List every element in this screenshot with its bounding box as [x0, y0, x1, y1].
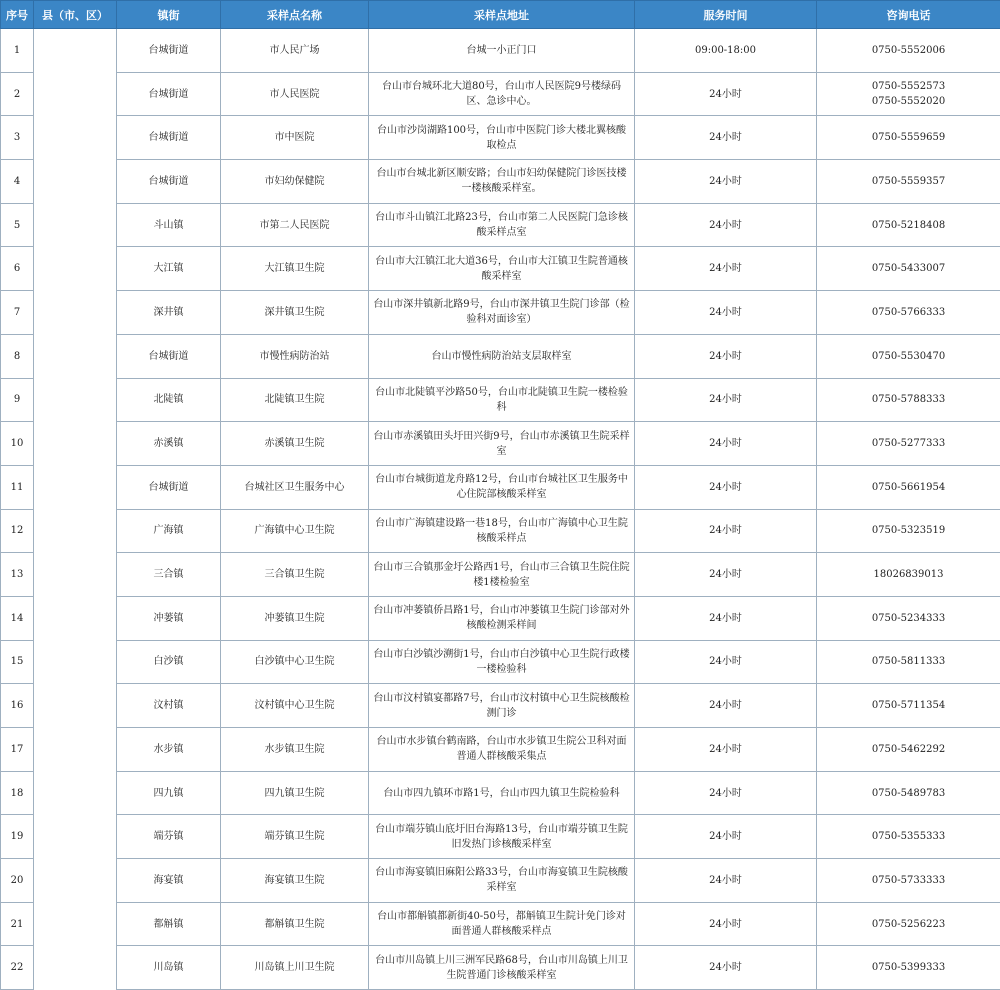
cell-site: 市中医院 — [221, 116, 369, 160]
cell-site: 水步镇卫生院 — [221, 728, 369, 772]
cell-address: 台山市水步镇台鹤南路，台山市水步镇卫生院公卫科对面普通人群核酸采集点 — [369, 728, 635, 772]
table-row — [1, 378, 1000, 422]
cell-hours: 24小时 — [635, 291, 817, 335]
cell-seq: 5 — [1, 203, 34, 247]
cell-seq: 18 — [1, 771, 34, 815]
cell-address: 台山市都斛镇都新街40-50号，都斛镇卫生院计免门诊对面普通人群核酸采样点 — [369, 902, 635, 946]
cell-hours: 24小时 — [635, 160, 817, 204]
header-site: 采样点名称 — [221, 1, 369, 29]
cell-site: 赤溪镇卫生院 — [221, 422, 369, 466]
cell-address: 台山市深井镇新北路9号，台山市深井镇卫生院门诊部（检验科对面诊室） — [369, 291, 635, 335]
cell-phone: 0750-5433007 — [817, 247, 1000, 291]
cell-town: 大江镇 — [117, 247, 221, 291]
cell-town: 海宴镇 — [117, 859, 221, 903]
cell-town: 北陡镇 — [117, 378, 221, 422]
cell-seq: 14 — [1, 596, 34, 640]
cell-phone: 0750-5462292 — [817, 728, 1000, 772]
cell-address: 台山市台城环北大道80号，台山市人民医院9号楼绿码区、急诊中心。 — [369, 72, 635, 116]
table-row — [1, 203, 1000, 247]
cell-phone: 0750-5530470 — [817, 334, 1000, 378]
cell-address: 台山市川岛镇上川三洲军民路68号，台山市川岛镇上川卫生院普通门诊核酸采样室 — [369, 946, 635, 990]
table-row — [1, 509, 1000, 553]
cell-site: 市第二人民医院 — [221, 203, 369, 247]
cell-address: 台山市台城街道龙舟路12号，台山市台城社区卫生服务中心住院部核酸采样室 — [369, 465, 635, 509]
cell-site: 市人民广场 — [221, 29, 369, 73]
cell-town: 台城街道 — [117, 465, 221, 509]
cell-hours: 24小时 — [635, 640, 817, 684]
cell-hours: 24小时 — [635, 553, 817, 597]
cell-seq: 6 — [1, 247, 34, 291]
cell-address: 台山市沙岗湖路100号，台山市中医院门诊大楼北翼核酸取检点 — [369, 116, 635, 160]
header-hours: 服务时间 — [635, 1, 817, 29]
cell-hours: 24小时 — [635, 422, 817, 466]
cell-site: 白沙镇中心卫生院 — [221, 640, 369, 684]
cell-site: 广海镇中心卫生院 — [221, 509, 369, 553]
table-row — [1, 29, 1000, 73]
table-row — [1, 422, 1000, 466]
cell-hours: 24小时 — [635, 72, 817, 116]
table-row — [1, 465, 1000, 509]
table-row — [1, 247, 1000, 291]
cell-seq: 16 — [1, 684, 34, 728]
cell-seq: 22 — [1, 946, 34, 990]
cell-phone: 0750-5766333 — [817, 291, 1000, 335]
cell-phone: 0750-5661954 — [817, 465, 1000, 509]
cell-hours: 24小时 — [635, 684, 817, 728]
cell-address: 台山市广海镇建设路一巷18号，台山市广海镇中心卫生院核酸采样点 — [369, 509, 635, 553]
cell-town: 赤溪镇 — [117, 422, 221, 466]
cell-hours: 24小时 — [635, 203, 817, 247]
cell-phone: 0750-5733333 — [817, 859, 1000, 903]
cell-phone: 0750-5788333 — [817, 378, 1000, 422]
cell-seq: 2 — [1, 72, 34, 116]
cell-seq: 9 — [1, 378, 34, 422]
cell-phone: 0750-5256223 — [817, 902, 1000, 946]
cell-phone: 0750-5355333 — [817, 815, 1000, 859]
cell-hours: 24小时 — [635, 334, 817, 378]
cell-address: 台山市端芬镇山底圩旧台海路13号，台山市端芬镇卫生院旧发热门诊核酸采样室 — [369, 815, 635, 859]
cell-address: 台山市汶村镇宴都路7号，台山市汶村镇中心卫生院核酸检测门诊 — [369, 684, 635, 728]
cell-town: 三合镇 — [117, 553, 221, 597]
cell-town: 台城街道 — [117, 160, 221, 204]
table-row — [1, 553, 1000, 597]
cell-site: 台城社区卫生服务中心 — [221, 465, 369, 509]
header-address: 采样点地址 — [369, 1, 635, 29]
cell-address: 台山市慢性病防治站支层取样室 — [369, 334, 635, 378]
cell-seq: 20 — [1, 859, 34, 903]
cell-town: 都斛镇 — [117, 902, 221, 946]
cell-site: 深井镇卫生院 — [221, 291, 369, 335]
cell-seq: 4 — [1, 160, 34, 204]
cell-phone: 0750-5552006 — [817, 29, 1000, 73]
cell-address: 台山市白沙镇沙溯街1号，台山市白沙镇中心卫生院行政楼一楼检验科 — [369, 640, 635, 684]
cell-site: 汶村镇中心卫生院 — [221, 684, 369, 728]
cell-town: 川岛镇 — [117, 946, 221, 990]
cell-town: 广海镇 — [117, 509, 221, 553]
cell-hours: 09:00-18:00 — [635, 29, 817, 73]
cell-hours: 24小时 — [635, 465, 817, 509]
cell-town: 斗山镇 — [117, 203, 221, 247]
cell-hours: 24小时 — [635, 771, 817, 815]
table-row — [1, 728, 1000, 772]
cell-address: 台山市北陡镇平沙路50号，台山市北陡镇卫生院一楼检验科 — [369, 378, 635, 422]
cell-phone: 0750-5559659 — [817, 116, 1000, 160]
cell-seq: 19 — [1, 815, 34, 859]
cell-phone: 0750-5489783 — [817, 771, 1000, 815]
cell-seq: 13 — [1, 553, 34, 597]
cell-site: 三合镇卫生院 — [221, 553, 369, 597]
cell-phone: 0750-5218408 — [817, 203, 1000, 247]
cell-address: 台山市大江镇江北大道36号，台山市大江镇卫生院普通核酸采样室 — [369, 247, 635, 291]
table-row — [1, 334, 1000, 378]
cell-site: 市人民医院 — [221, 72, 369, 116]
cell-address: 台山市海宴镇旧麻阳公路33号，台山市海宴镇卫生院核酸采样室 — [369, 859, 635, 903]
cell-seq: 8 — [1, 334, 34, 378]
cell-hours: 24小时 — [635, 596, 817, 640]
cell-hours: 24小时 — [635, 116, 817, 160]
cell-town: 四九镇 — [117, 771, 221, 815]
table-row — [1, 946, 1000, 990]
table-row — [1, 815, 1000, 859]
table-row — [1, 596, 1000, 640]
table-row — [1, 684, 1000, 728]
cell-site: 四九镇卫生院 — [221, 771, 369, 815]
cell-address: 台山市赤溪镇田头圩田兴街9号，台山市赤溪镇卫生院采样室 — [369, 422, 635, 466]
table-row — [1, 160, 1000, 204]
table-row — [1, 640, 1000, 684]
header-row — [1, 1, 1000, 29]
cell-site: 大江镇卫生院 — [221, 247, 369, 291]
cell-address: 台山市三合镇那金圩公路西1号，台山市三合镇卫生院住院楼1楼检验室 — [369, 553, 635, 597]
cell-town: 端芬镇 — [117, 815, 221, 859]
cell-town: 台城街道 — [117, 116, 221, 160]
cell-site: 端芬镇卫生院 — [221, 815, 369, 859]
cell-site: 北陡镇卫生院 — [221, 378, 369, 422]
cell-site: 冲蒌镇卫生院 — [221, 596, 369, 640]
cell-seq: 15 — [1, 640, 34, 684]
table-row — [1, 291, 1000, 335]
cell-town: 台城街道 — [117, 29, 221, 73]
cell-seq: 21 — [1, 902, 34, 946]
cell-hours: 24小时 — [635, 902, 817, 946]
cell-site: 市慢性病防治站 — [221, 334, 369, 378]
cell-seq: 3 — [1, 116, 34, 160]
header-seq: 序号 — [1, 1, 34, 29]
table-row — [1, 116, 1000, 160]
cell-hours: 24小时 — [635, 378, 817, 422]
cell-phone: 0750-5711354 — [817, 684, 1000, 728]
cell-phone: 18026839013 — [817, 553, 1000, 597]
cell-site: 川岛镇上川卫生院 — [221, 946, 369, 990]
table-row — [1, 859, 1000, 903]
header-phone: 咨询电话 — [817, 1, 1000, 29]
cell-county — [34, 29, 117, 990]
cell-site: 都斛镇卫生院 — [221, 902, 369, 946]
cell-hours: 24小时 — [635, 859, 817, 903]
table-body — [1, 29, 1000, 990]
cell-phone: 0750-5399333 — [817, 946, 1000, 990]
cell-site: 市妇幼保健院 — [221, 160, 369, 204]
table-row — [1, 771, 1000, 815]
cell-town: 台城街道 — [117, 334, 221, 378]
cell-phone: 0750-5323519 — [817, 509, 1000, 553]
cell-address: 台山市冲蒌镇侨昌路1号，台山市冲蒌镇卫生院门诊部对外核酸检测采样间 — [369, 596, 635, 640]
cell-site: 海宴镇卫生院 — [221, 859, 369, 903]
cell-town: 冲蒌镇 — [117, 596, 221, 640]
cell-seq: 12 — [1, 509, 34, 553]
cell-address: 台山市斗山镇江北路23号，台山市第二人民医院门急诊核酸采样点室 — [369, 203, 635, 247]
cell-hours: 24小时 — [635, 946, 817, 990]
cell-town: 白沙镇 — [117, 640, 221, 684]
cell-phone: 0750-5552573 0750-5552020 — [817, 72, 1000, 116]
cell-address: 台山市四九镇环市路1号，台山市四九镇卫生院检验科 — [369, 771, 635, 815]
cell-phone: 0750-5811333 — [817, 640, 1000, 684]
cell-hours: 24小时 — [635, 247, 817, 291]
cell-phone: 0750-5234333 — [817, 596, 1000, 640]
cell-town: 汶村镇 — [117, 684, 221, 728]
cell-address: 台山市台城北新区顺安路；台山市妇幼保健院门诊医技楼一楼核酸采样室。 — [369, 160, 635, 204]
cell-seq: 10 — [1, 422, 34, 466]
cell-address: 台城一小正门口 — [369, 29, 635, 73]
cell-seq: 17 — [1, 728, 34, 772]
cell-town: 深井镇 — [117, 291, 221, 335]
table-row — [1, 72, 1000, 116]
cell-phone: 0750-5559357 — [817, 160, 1000, 204]
cell-phone: 0750-5277333 — [817, 422, 1000, 466]
cell-seq: 11 — [1, 465, 34, 509]
cell-hours: 24小时 — [635, 509, 817, 553]
cell-seq: 1 — [1, 29, 34, 73]
cell-hours: 24小时 — [635, 815, 817, 859]
header-county: 县（市、区） — [34, 1, 117, 29]
cell-town: 水步镇 — [117, 728, 221, 772]
cell-hours: 24小时 — [635, 728, 817, 772]
cell-seq: 7 — [1, 291, 34, 335]
header-town: 镇街 — [117, 1, 221, 29]
cell-town: 台城街道 — [117, 72, 221, 116]
table-row — [1, 902, 1000, 946]
